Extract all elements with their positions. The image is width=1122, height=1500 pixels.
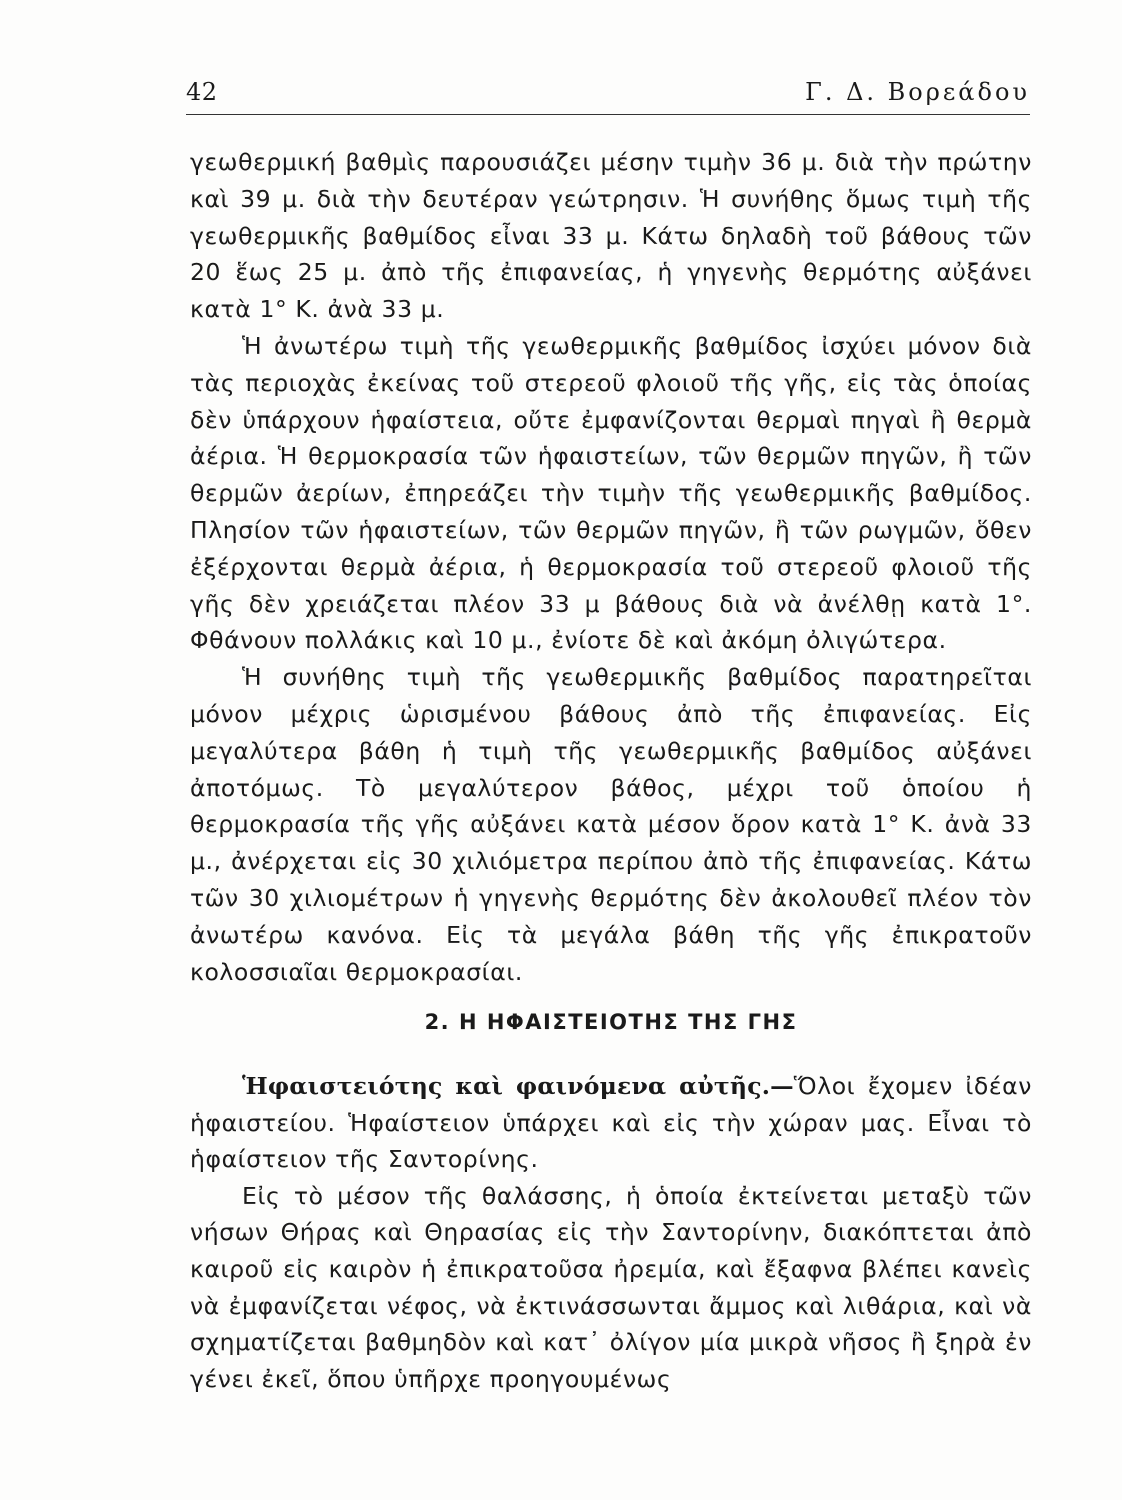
section-heading: 2. Η ΗΦΑΙΣΤΕΙΟΤΗΣ ΤΗΣ ΓΗΣ: [424, 1010, 798, 1034]
section-body: [190, 1068, 1032, 1397]
body-text: [190, 144, 1032, 990]
section-paragraph-1: [190, 1068, 1032, 1178]
page-number: 42: [186, 78, 218, 106]
running-head: [186, 78, 1030, 115]
paragraph-1: γεωθερμική βαθμὶς παρουσιάζει μέσην τιμὴν 36 μ. διὰ τὴν πρώτην καὶ 39 μ. διὰ τὴν δευτέραν γεώτρησιν. Ἡ συνήθης ὅμως τιμὴ τῆς γεωθερμικῆς βαθμίδος εἶναι 33 μ. Κάτω δηλαδὴ τοῦ βάθους τῶν 20 ἕως 25 μ. ἀπὸ τῆς ἐπιφανείας, ἡ γηγενὴς θερμότης αὐξάνει κατὰ 1° Κ. ἀνὰ 33 μ.: [190, 148, 1032, 324]
running-title: Γ. Δ. Βορεάδου: [805, 78, 1030, 106]
paragraph-3: Ἡ συνήθης τιμὴ τῆς γεωθερμικῆς βαθμίδος παρατηρεῖται μόνον μέχρις ὡρισμένου βάθους ἀπὸ τῆς ἐπιφανείας. Εἰς μεγαλύτερα βάθη ἡ τιμὴ τῆς γεωθερμικῆς βαθμίδος αὐξάνει ἀποτόμως. Τὸ μεγαλύτερον βάθος, μέχρι τοῦ ὁποίου ἡ θερμοκρασία τῆς γῆς αὐξάνει κατὰ μέσον ὅρον κατὰ 1° Κ. ἀνὰ 33 μ., ἀνέρχεται εἰς 30 χιλιόμετρα περίπου ἀπὸ τῆς ἐπιφανείας. Κάτω τῶν 30 χιλιομέτρων ἡ γηγενὴς θερμότης δὲν ἀκολουθεῖ πλέον τὸν ἀνωτέρω κανόνα. Εἰς τὰ μεγάλα βάθη τῆς γῆς ἐπικρατοῦν κολοσσιαῖαι θερμοκρασίαι.: [190, 663, 1032, 986]
section-paragraph-1-text: Ὅλοι ἔχομεν ἰδέαν ἡφαιστείου. Ἡφαίστειον ὑπάρχει καὶ εἰς τὴν χώραν μας. Εἶναι τὸ ἡφαίστειον τῆς Σαντορίνης.: [190, 1072, 1033, 1174]
subheading: Ἡφαιστειότης καὶ φαινόμενα αὐτῆς.—: [242, 1072, 794, 1100]
section-paragraph-2: Εἰς τὸ μέσον τῆς θαλάσσης, ἡ ὁποία ἐκτείνεται μεταξὺ τῶν νήσων Θήρας καὶ Θηρασίας εἰς τὴν Σαντορίνην, διακόπτεται ἀπὸ καιροῦ εἰς καιρὸν ἡ ἐπικρατοῦσα ἠρεμία, καὶ ἔξαφνα βλέπει κανεὶς νὰ ἐμφανίζεται νέφος, νὰ ἐκτινάσσωνται ἄμμος καὶ λιθάρια, καὶ νὰ σχηματίζεται βαθμηδὸν καὶ κατ᾿ ὀλίγον μία μικρὰ νῆσος ἢ ξηρὰ ἐν γένει ἐκεῖ, ὅπου ὑπῆρχε προηγουμένως: [190, 1181, 1032, 1393]
paragraph-2: Ἡ ἀνωτέρω τιμὴ τῆς γεωθερμικῆς βαθμίδος ἰσχύει μόνον διὰ τὰς περιοχὰς ἐκείνας τοῦ στερεοῦ φλοιοῦ τῆς γῆς, εἰς τὰς ὁποίας δὲν ὑπάρχουν ἡφαίστεια, οὔτε ἐμφανίζονται θερμαὶ πηγαὶ ἢ θερμὰ ἀέρια. Ἡ θερμοκρασία τῶν ἡφαιστείων, τῶν θερμῶν πηγῶν, ἢ τῶν θερμῶν ἀερίων, ἐπηρεάζει τὴν τιμὴν τῆς γεωθερμικῆς βαθμίδος. Πλησίον τῶν ἡφαιστείων, τῶν θερμῶν πηγῶν, ἢ τῶν ρωγμῶν, ὅθεν ἐξέρχονται θερμὰ ἀέρια, ἡ θερμοκρασία τοῦ στερεοῦ φλοιοῦ τῆς γῆς δὲν χρειάζεται πλέον 33 μ βάθους διὰ νὰ ἀνέλθῃ κατὰ 1°. Φθάνουν πολλάκις καὶ 10 μ., ἐνίοτε δὲ καὶ ἀκόμη ὀλιγώτερα.: [190, 331, 1032, 655]
